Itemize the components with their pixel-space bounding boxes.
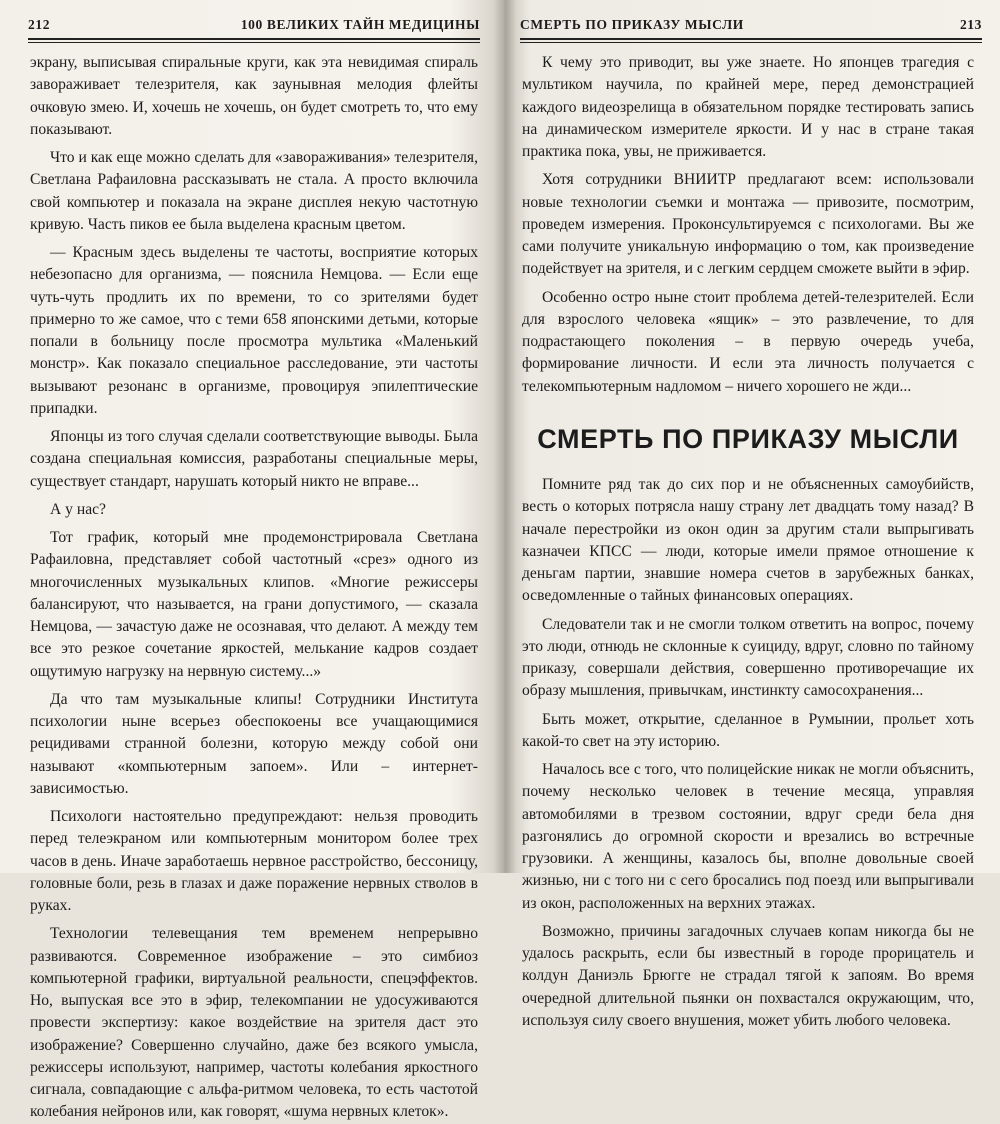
right-page-number: 213 — [959, 17, 982, 32]
paragraph: экрану, выписывая спиральные круги, как эта невидимая спираль завораживает телезрителя, как заунывная мелодия флейты очковую змею. И, хочешь не хочешь, он будет смотреть то, что ему показывают. — [30, 54, 478, 138]
paragraph: Быть может, открытие, сделанное в Румынии, прольет хоть какой-то свет на эту историю. — [522, 710, 974, 750]
paragraph: Что и как еще можно сделать для «завораживания» телезрителя, Светлана Рафаиловна рассказывать не стала. А просто включила свой компьютер и показала на экране дисплея некую частотную кривую. Часть пиков ее была выделена красным цветом. — [30, 149, 478, 233]
right-page-text — [522, 52, 974, 1032]
right-page — [500, 0, 1000, 1029]
paragraph: Особенно остро ныне стоит проблема детей-телезрителей. Если для взрослого человека «ящик» – это развлечение, то для подрастающего поколения – в первую очередь учеба, формирование личности. И если эта личность получается с телекомпьютерным надломом – ничего хорошего не жди... — [522, 288, 974, 395]
paragraph: Психологи настоятельно предупреждают: нельзя проводить перед телеэкраном или компьютерным монитором более трех часов в день. Иначе заработаешь нервное расстройство, бессоницу, головные боли, резь в глазах и даже поражение нервных стволов в руках. — [30, 808, 478, 914]
left-page-text — [30, 52, 478, 1124]
paragraph: Технологии телевещания тем временем непрерывно развиваются. Современное изображение – это симбиоз компьютерной графики, виртуальной реальности, спецэффектов. Но, выпуская все это в эфир, телекомпании не удосуживаются провести экспертизу: какое воздействие на зрителя даст это изображение? Совершенно случайно, даже без всякого умысла, режиссеры используют, например, частоты колебания яркостного сигнала, совпадающие с альфа-ритмом человека, то есть частотой колебания нейронов или, как говорят, «шума нервных клеток». — [30, 925, 478, 1121]
chapter-title: СМЕРТЬ ПО ПРИКАЗУ МЫСЛИ — [537, 423, 959, 454]
paragraph: Да что там музыкальные клипы! Сотрудники Института психологии ныне всерьез обеспокоены все учащающимися рецидивами странной болезни, которую между собой они называют «компьютерным запоем». Или – интернет-зависимостью. — [30, 690, 478, 797]
paragraph: Хотя сотрудники ВНИИТР предлагают всем: использовали новые технологии съемки и монтажа — привозите, посмотрим, проведем измерения. Проконсультируемся с психологами. Вы же сами получите уникальную информацию о том, как произведение подействует на зрителя, и с легким сердцем сможете выйти в эфир. — [522, 171, 974, 278]
paragraph: Следователи так и не смогли толком ответить на вопрос, почему это люди, отнюдь не склонные к суициду, вдруг, словно по тайному приказу, совершали действия, совершенно противоречащие их образу мышления, привычкам, инстинкту самосохранения... — [522, 615, 974, 700]
paragraph: — Красным здесь выделены те частоты, восприятие которых небезопасно для организма, — пояснила Немцова. — Если еще чуть-чуть продлить их по времени, то со зрителями будет примерно то же самое, что с теми 658 японскими детьми, которые попали в больницу после просмотра мультика «Маленький монстр». Как показало специальное расследование, эти частоты вызывают резонанс в организме, провоцируя эпилептические припадки. — [30, 244, 478, 417]
paragraph: Началось все с того, что полицейские никак не могли объяснить, почему несколько человек в течение месяца, управляя автомобилями в трезвом состоянии, вдруг среди бела дня разгонялись до огромной скорости и врезались во встречные грузовики. А женщины, казалось бы, вполне довольные своей жизнью, ни с того ни с сего бросались под поезд или выпрыгивали из окон, расположенных на верхних этажах. — [522, 761, 974, 912]
paragraph: А у нас? — [50, 500, 106, 518]
left-header-rule-thin — [28, 42, 480, 43]
left-page — [0, 0, 500, 1121]
paragraph: Возможно, причины загадочных случаев копам никогда бы не удалось раскрыть, если бы известный в городе прорицатель и колдун Даниэль Брюгге не страдал тягой к запоям. Во время очередной длительной пьянки он похвастался окружающим, что, используя силу своего внушения, может убить любого человека. — [522, 922, 974, 1029]
paragraph: К чему это приводит, вы уже знаете. Но японцев трагедия с мультиком научила, по крайней мере, перед демонстрацией каждого видеозрелища в обязательном порядке тестировать запись на динамическом измерителе яркости. И у нас в стране такая практика пока, увы, не приживается. — [522, 54, 974, 160]
left-page-number: 212 — [28, 17, 51, 32]
paragraph: Помните ряд так до сих пор и не объясненных самоубийств, весть о которых потрясла нашу страну лет двадцать тому назад? В начале перестройки из окон один за другим стали выпрыгивать казначеи КПСС — люди, которые имели прямое отношение к деньгам партии, знавшие номера счетов в зарубежных банках, осведомленные о тайных финансовых операциях. — [522, 476, 974, 605]
right-header-rule — [520, 38, 982, 40]
left-running-title: 100 ВЕЛИКИХ ТАЙН МЕДИЦИНЫ — [240, 17, 480, 32]
right-running-title: СМЕРТЬ ПО ПРИКАЗУ МЫСЛИ — [520, 17, 744, 32]
paragraph: Тот график, который мне продемонстрировала Светлана Рафаиловна, представляет собой частотный «срез» одного из многочисленных музыкальных клипов. «Многие режиссеры балансируют, что называется, на грани допустимого, — сказала Немцова, — зачастую даже не осознавая, что делают. А между тем все это резкое сочетание яркостей, мелькание кадров создает ощутимую нагрузку на нервную систему...» — [30, 529, 478, 680]
right-header-rule-thin — [520, 42, 982, 43]
right-running-head — [520, 14, 982, 36]
paragraph: Японцы из того случая сделали соответствующие выводы. Была создана специальная комиссия, разработаны специальные меры, существует стандарт, нарушать который никто не вправе... — [30, 428, 478, 490]
left-header-rule — [28, 38, 480, 40]
left-running-head — [28, 14, 480, 36]
